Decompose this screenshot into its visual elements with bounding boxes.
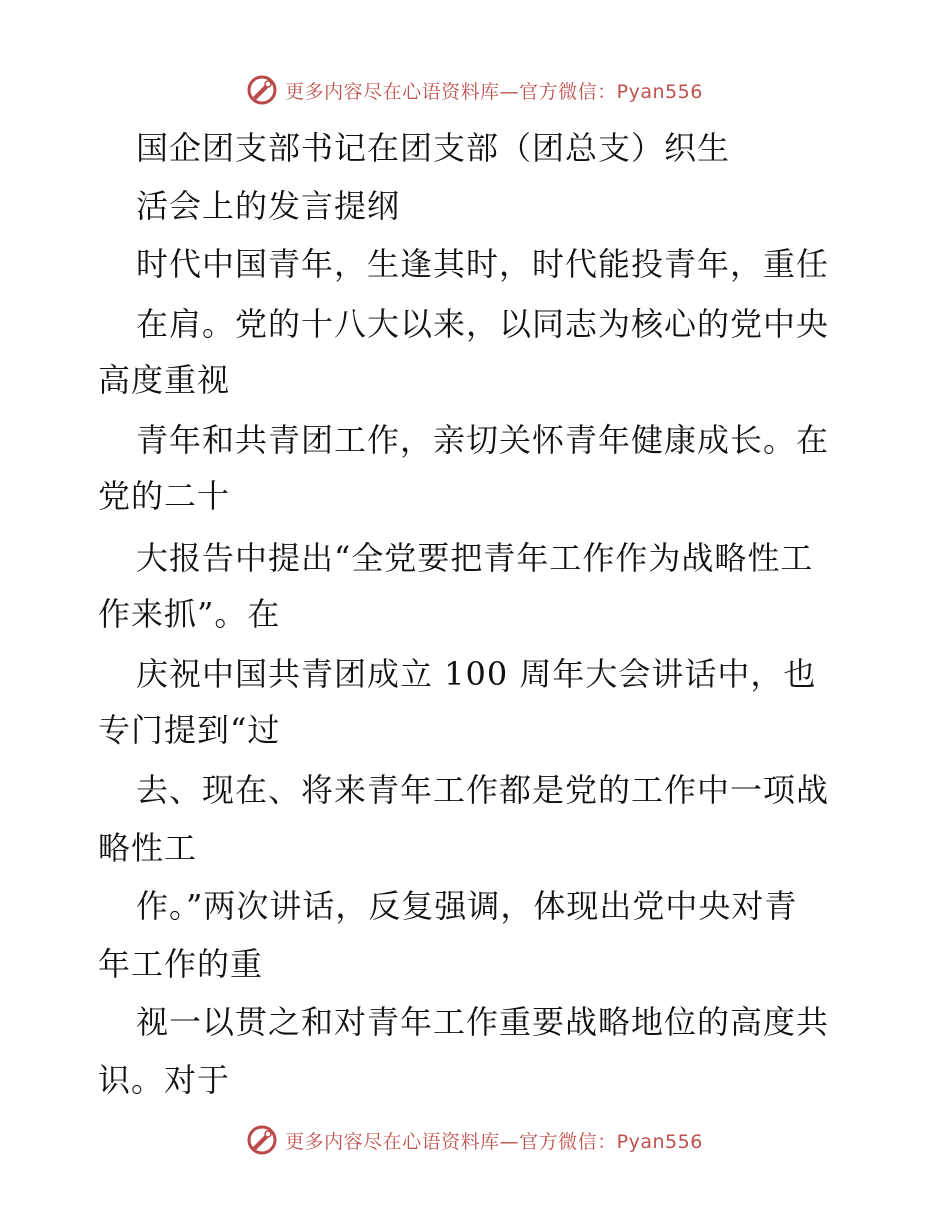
paragraph-line: 年工作的重 [98, 945, 264, 983]
watermark-text: 更多内容尽在心语资料库—官方微信：Pyan556 [285, 1130, 703, 1153]
paragraph-line: 去、现在、将来青年工作都是党的工作中一项战 [136, 771, 830, 809]
paragraph-line: 高度重视 [98, 361, 231, 399]
paragraph-line: 党的二十 [98, 477, 231, 515]
paragraph-line: 作来抓”。在 [98, 595, 281, 633]
paragraph-line: 时代中国青年，生逢其时，时代能投青年，重任 [136, 245, 830, 283]
paragraph-line: 专门提到“过 [98, 711, 281, 749]
title-line-2: 活会上的发言提纲 [136, 187, 401, 225]
paragraph-line: 大报告中提出“全党要把青年工作作为战略性工 [136, 539, 814, 577]
title-line-1: 国企团支部书记在团支部（团总支）织生 [136, 129, 731, 167]
paragraph-line: 视一以贯之和对青年工作重要战略地位的高度共 [136, 1003, 830, 1041]
pen-seal-logo-icon [247, 1125, 277, 1155]
paragraph-line: 青年和共青团工作，亲切关怀青年健康成长。在 [136, 421, 830, 459]
pen-seal-logo-icon [247, 75, 277, 105]
watermark-text: 更多内容尽在心语资料库—官方微信：Pyan556 [285, 80, 703, 103]
paragraph-line: 在肩。党的十八大以来，以同志为核心的党中央 [136, 305, 830, 343]
paragraph-line: 庆祝中国共青团成立 100 周年大会讲话中，也 [136, 655, 817, 693]
footer-watermark [0, 1120, 950, 1160]
paragraph-line: 识。对于 [98, 1061, 231, 1099]
header-watermark [0, 70, 950, 110]
paragraph-line: 作。”两次讲话，反复强调，体现出党中央对青 [136, 887, 798, 925]
paragraph-line: 略性工 [98, 829, 198, 867]
